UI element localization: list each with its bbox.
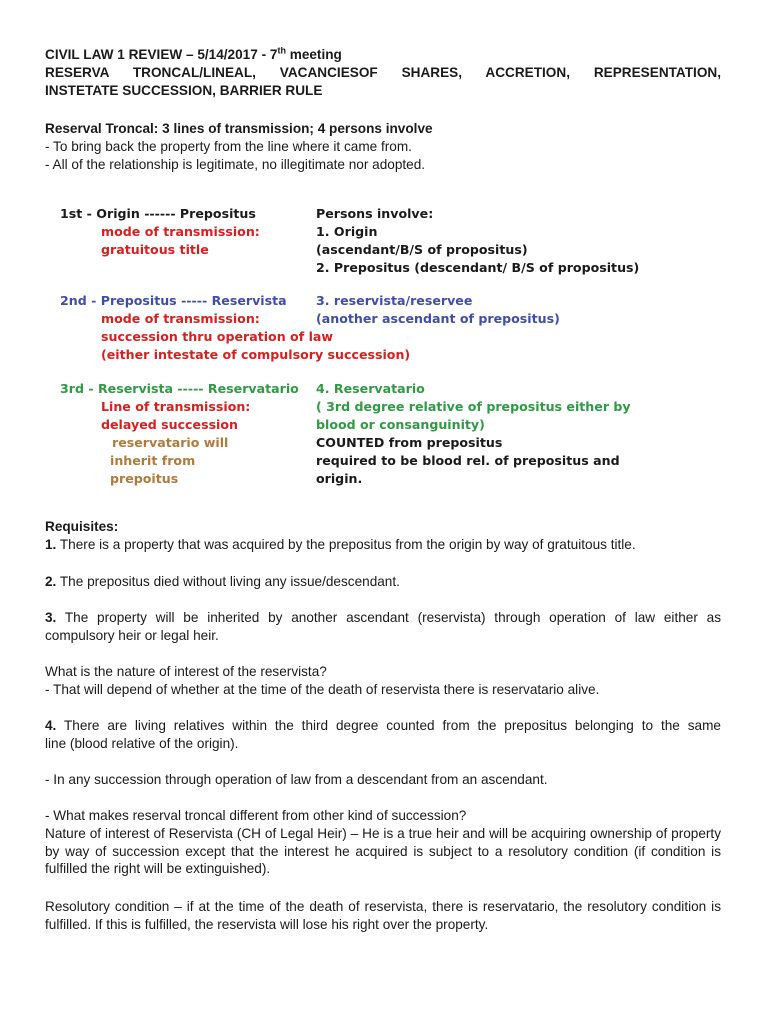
document-subtitle-line1: RESERVA TRONCAL/LINEAL, VACANCIESOF SHARES, ACCRETION, REPRESENTATION, xyxy=(45,65,721,80)
line2-mode-value: (either intestate of compulsory succession) xyxy=(101,347,411,362)
requisites-heading: Requisites: xyxy=(45,519,119,534)
intro-bullet: - To bring back the property from the line where it came from. xyxy=(45,139,412,154)
requisite-4 xyxy=(45,717,721,735)
person-3-title: 3. reservista/reservee xyxy=(316,293,473,308)
nature-answer: - That will depend of whether at the time of the death of reservista there is reservatario alive. xyxy=(45,682,600,697)
nature-question: What is the nature of interest of the reservista? xyxy=(45,664,327,679)
requisite-text: There is a property that was acquired by the prepositus from the origin by way of gratuitous title. xyxy=(56,537,636,552)
line3-note: reservatario will xyxy=(112,435,229,450)
person-1-desc: (ascendant/B/S of propositus) xyxy=(316,242,528,257)
person-4-required: required to be blood rel. of prepositus and xyxy=(316,453,620,468)
line2-mode-value: succession thru operation of law xyxy=(101,329,334,344)
line3-head: 3rd - Reservista ----- Reservatario xyxy=(60,381,299,396)
requisite-1 xyxy=(45,536,721,554)
line1-head: 1st - Origin ------ Prepositus xyxy=(60,206,256,221)
line3-note: inherit from xyxy=(110,453,196,468)
person-2-title: 2. Prepositus (descendant/ B/S of propositus) xyxy=(316,260,640,275)
person-1-title: 1. Origin xyxy=(316,224,378,239)
line1-mode-label: mode of transmission: xyxy=(101,224,260,239)
line2-mode-label: mode of transmission: xyxy=(101,311,260,326)
requisite-2 xyxy=(45,573,721,591)
requisite-number: 4. xyxy=(45,718,57,733)
requisite-3-continued: compulsory heir or legal heir. xyxy=(45,628,219,643)
requisite-number: 3. xyxy=(45,610,57,625)
resolutory-paragraph: Resolutory condition – if at the time of the death of reservista, there is reservatario, the resolutory condition is fulfilled. If this is fulfilled, the reservista will lose his right over the property. xyxy=(45,899,721,932)
document-subtitle-line2: INSTETATE SUCCESSION, BARRIER RULE xyxy=(45,83,323,98)
difference-question: - What makes reserval troncal different from other kind of succession? xyxy=(45,808,467,823)
person-4-title: 4. Reservatario xyxy=(316,381,425,396)
requisite-number: 1. xyxy=(45,537,57,552)
requisite-text: The property will be inherited by another ascendant (reservista) through operation of law either as xyxy=(56,610,721,625)
nature-paragraph: Nature of interest of Reservista (CH of Legal Heir) – He is a true heir and will be acquiring ownership of property by way of succession except that the interest he acquired is subject to a resolutory condition (if condition is fulfilled the right will be extinguished). xyxy=(45,826,721,876)
person-3-desc: (another ascendant of prepositus) xyxy=(316,311,560,326)
requisite-text: The prepositus died without living any issue/descendant. xyxy=(56,574,400,589)
requisite-3 xyxy=(45,609,721,627)
line1-mode-value: gratuitous title xyxy=(101,242,209,257)
line3-label: delayed succession xyxy=(101,417,238,432)
intro-bullet: - All of the relationship is legitimate, no illegitimate nor adopted. xyxy=(45,157,426,172)
person-4-desc: ( 3rd degree relative of prepositus either by xyxy=(316,399,631,414)
persons-heading: Persons involve: xyxy=(316,206,434,221)
person-4-counted: COUNTED from prepositus xyxy=(316,435,503,450)
title-suffix: meeting xyxy=(285,47,342,62)
person-4-desc: blood or consanguinity) xyxy=(316,417,485,432)
requisite-number: 2. xyxy=(45,574,57,589)
title-superscript: th xyxy=(277,45,286,56)
requisite-text: There are living relatives within the third degree counted from the prepositus belonging to the same xyxy=(56,718,721,733)
title-text: CIVIL LAW 1 REVIEW – 5/14/2017 - 7 xyxy=(45,47,278,62)
document-title xyxy=(45,46,721,64)
line3-label: Line of transmission: xyxy=(101,399,251,414)
line3-note: prepoitus xyxy=(110,471,179,486)
succession-note: - In any succession through operation of law from a descendant from an ascendant. xyxy=(45,772,548,787)
line2-head: 2nd - Prepositus ----- Reservista xyxy=(60,293,287,308)
person-4-required: origin. xyxy=(316,471,363,486)
requisite-4-continued: line (blood relative of the origin). xyxy=(45,736,239,751)
section-heading-reserval-troncal: Reserval Troncal: 3 lines of transmission; 4 persons involve xyxy=(45,121,433,136)
